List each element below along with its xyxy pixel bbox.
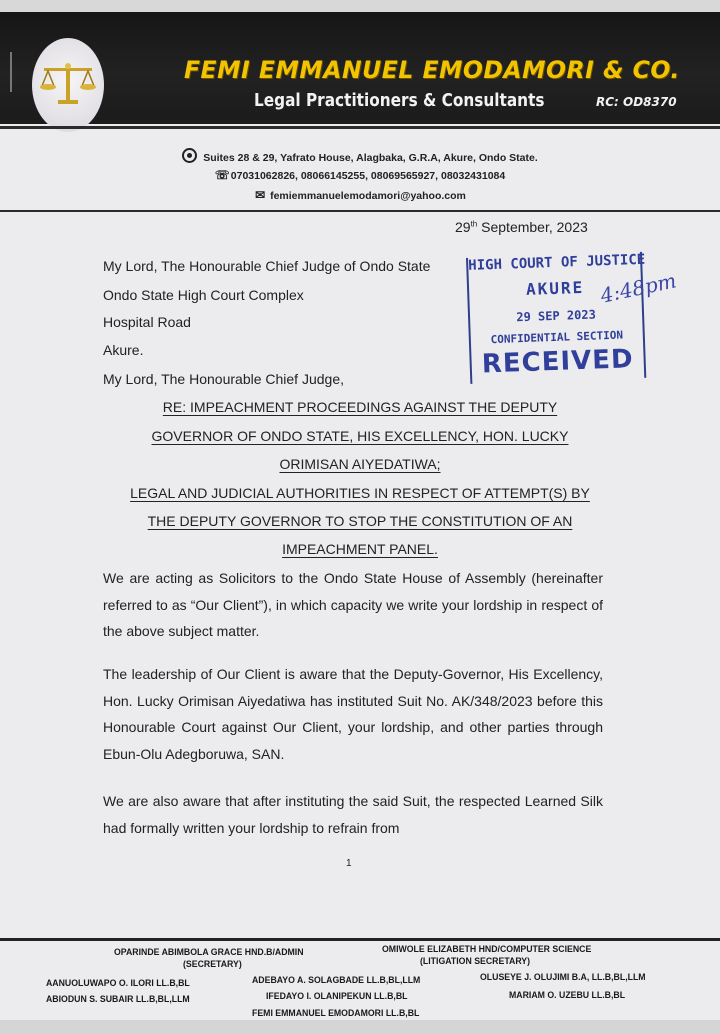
addressee-line: My Lord, The Honourable Chief Judge of Ondo State	[103, 258, 431, 274]
staff-name: ABIODUN S. SUBAIR LL.B,BL,LLM	[46, 994, 190, 1005]
subject-line: GOVERNOR OF ONDO STATE, HIS EXCELLENCY, HON. LUCKY	[151, 428, 569, 444]
staff-name: MARIAM O. UZEBU LL.B,BL	[509, 990, 626, 1001]
stamp-section: CONFIDENTIAL SECTION	[490, 328, 624, 347]
staff-name: AANUOLUWAPO O. ILORI LL.B,BL	[46, 978, 190, 989]
body-paragraph: The leadership of Our Client is aware that the Deputy-Governor, His Excellency, Hon. Lucky Orimisan Aiyedatiwa has instituted Suit No. AK/348/2023 before this Honourable Court against Our Client, your lordship, and other parties through Ebun-Olu Adegboruwa, SAN.	[103, 666, 603, 762]
date-month-year: September, 2023	[477, 219, 588, 235]
body-paragraph: We are also aware that after instituting the said Suit, the respected Learned Silk had formally written your lordship to refrain from	[103, 793, 603, 836]
phone-text: 07031062826, 08066145255, 08069565927, 08032431084	[230, 170, 506, 182]
email-line	[0, 188, 720, 202]
phone-icon: ☏	[214, 168, 230, 182]
staff-name: FEMI EMMANUEL EMODAMORI LL.B,BL	[252, 1008, 420, 1019]
staff-name: ADEBAYO A. SOLAGBADE LL.B,BL,LLM	[252, 975, 421, 986]
firm-name: FEMI EMMANUEL EMODAMORI & CO.	[184, 56, 680, 84]
page-bottom-edge	[0, 1020, 720, 1034]
date-day: 29	[455, 219, 471, 235]
staff-name: OMIWOLE ELIZABETH HND/COMPUTER SCIENCE	[382, 944, 592, 955]
letter-date	[455, 219, 588, 235]
stamp-court-name: HIGH COURT OF JUSTICE	[467, 251, 646, 274]
address-text: Suites 28 & 29, Yafrato House, Alagbaka, G.R.A, Akure, Ondo State.	[203, 152, 538, 164]
staff-role: (SECRETARY)	[183, 959, 242, 970]
court-received-stamp	[466, 252, 646, 384]
page-top-edge	[0, 0, 720, 12]
firm-subtitle: Legal Practitioners & Consultants	[254, 90, 545, 111]
footer-rule	[0, 938, 720, 941]
subject-line: ORIMISAN AIYEDATIWA;	[279, 456, 441, 472]
address-line	[0, 148, 720, 164]
date-suffix: th	[470, 219, 478, 229]
contact-rule	[0, 210, 720, 212]
staff-name: OPARINDE ABIMBOLA GRACE HND.B/ADMIN	[114, 947, 304, 958]
rc-number: RC: OD8370	[596, 95, 677, 109]
body-paragraph: We are acting as Solicitors to the Ondo State House of Assembly (hereinafter referred to as “Our Client”), in which capacity we write your lordship in respect of the above subject matter.	[103, 570, 603, 639]
staff-role: (LITIGATION SECRETARY)	[420, 956, 531, 967]
subject-line: THE DEPUTY GOVERNOR TO STOP THE CONSTITUTION OF AN	[147, 513, 573, 529]
addressee-line: Hospital Road	[103, 314, 191, 330]
stamp-date: 29 SEP 2023	[516, 307, 597, 325]
addressee-line: Akure.	[103, 342, 144, 358]
location-pin-icon	[182, 148, 197, 163]
email-text: femiemmanuelemodamori@yahoo.com	[270, 190, 466, 202]
staff-name: OLUSEYE J. OLUJIMI B.A, LL.B,BL,LLM	[480, 972, 646, 983]
firm-logo	[32, 38, 104, 132]
banner-edge-mark	[10, 52, 12, 92]
subject-line: IMPEACHMENT PANEL.	[282, 541, 438, 557]
addressee-line: Ondo State High Court Complex	[103, 287, 304, 303]
page-number: 1	[346, 858, 352, 869]
staff-name: IFEDAYO I. OLANIPEKUN LL.B,BL	[266, 991, 408, 1002]
phone-line	[0, 168, 720, 182]
salutation: My Lord, The Honourable Chief Judge,	[103, 371, 344, 387]
header-rule	[0, 126, 720, 129]
scales-of-justice-icon	[38, 60, 98, 110]
subject-line: LEGAL AND JUDICIAL AUTHORITIES IN RESPECT OF ATTEMPT(S) BY	[130, 485, 590, 501]
envelope-icon: ✉	[255, 188, 266, 202]
stamp-received: RECEIVED	[481, 344, 635, 380]
subject-line: RE: IMPEACHMENT PROCEEDINGS AGAINST THE DEPUTY	[162, 399, 558, 415]
handwritten-time: 4:48pm	[598, 268, 679, 308]
stamp-location: AKURE	[525, 277, 585, 299]
